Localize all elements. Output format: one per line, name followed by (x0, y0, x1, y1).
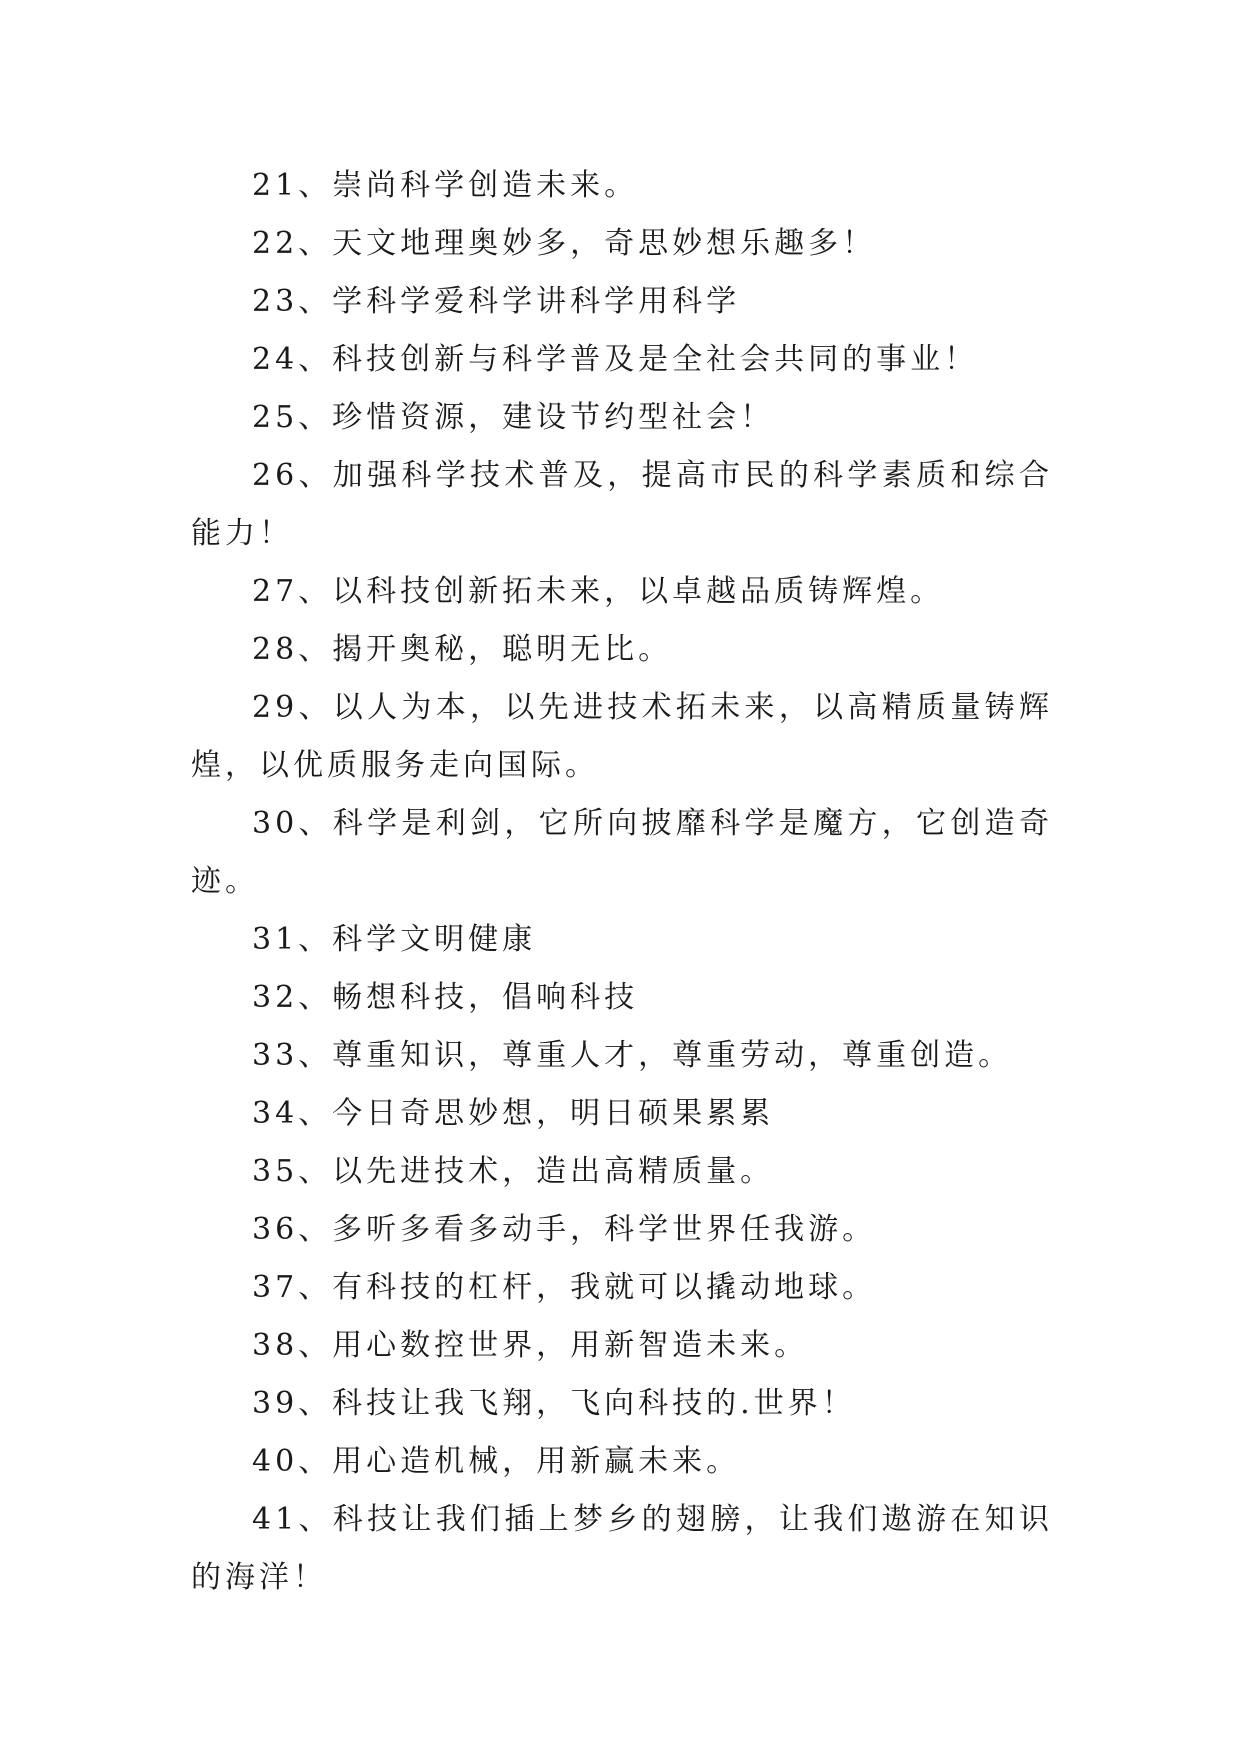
slogan-23: 23、学科学爱科学讲科学用科学 (252, 284, 741, 319)
slogan-37: 37、有科技的杠杆，我就可以撬动地球。 (252, 1270, 877, 1305)
slogan-39: 39、科技让我飞翔，飞向科技的.世界！ (252, 1386, 856, 1421)
slogan-24: 24、科技创新与科学普及是全社会共同的事业！ (252, 342, 979, 377)
document-body (191, 157, 1053, 1607)
slogan-30: 30、科学是利剑，它所向披靡科学是魔方，它创造奇迹。 (191, 806, 1053, 899)
slogan-27: 27、以科技创新拓未来，以卓越品质铸辉煌。 (252, 574, 945, 609)
slogan-35: 35、以先进技术，造出高精质量。 (252, 1154, 775, 1189)
slogan-28: 28、揭开奥秘，聪明无比。 (252, 632, 673, 667)
slogan-21: 21、崇尚科学创造未来。 (252, 168, 639, 203)
slogan-31: 31、科学文明健康 (252, 922, 537, 957)
slogan-34: 34、今日奇思妙想，明日硕果累累 (252, 1096, 775, 1131)
slogan-38: 38、用心数控世界，用新智造未来。 (252, 1328, 809, 1363)
slogan-40: 40、用心造机械，用新赢未来。 (252, 1444, 741, 1479)
slogan-33: 33、尊重知识，尊重人才，尊重劳动，尊重创造。 (252, 1038, 1013, 1073)
slogan-36: 36、多听多看多动手，科学世界任我游。 (252, 1212, 877, 1247)
slogan-32: 32、畅想科技，倡响科技 (252, 980, 639, 1015)
slogan-26: 26、加强科学技术普及，提高市民的科学素质和综合能力！ (191, 458, 1053, 551)
slogan-22: 22、天文地理奥妙多，奇思妙想乐趣多！ (252, 226, 877, 261)
slogan-41: 41、科技让我们插上梦乡的翅膀，让我们遨游在知识的海洋！ (191, 1502, 1053, 1595)
slogan-25: 25、珍惜资源，建设节约型社会！ (252, 400, 775, 435)
slogan-29: 29、以人为本，以先进技术拓未来，以高精质量铸辉煌，以优质服务走向国际。 (191, 690, 1053, 783)
